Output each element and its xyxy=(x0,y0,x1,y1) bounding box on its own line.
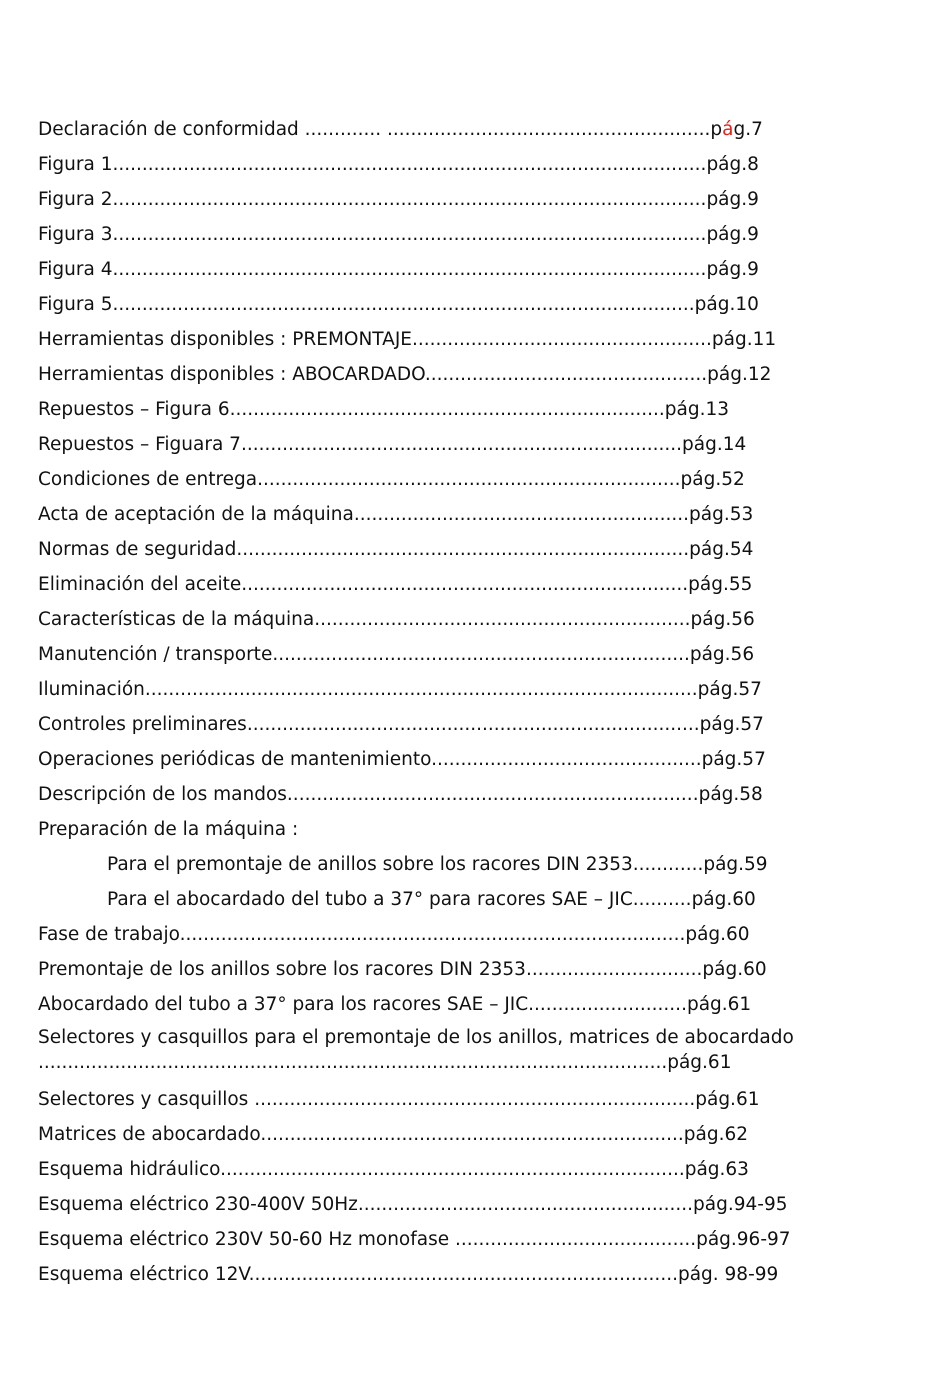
toc-entry: Iluminación..............................................................................................pág.57 xyxy=(38,679,762,700)
toc-entry-dots: ............. ....................................................... xyxy=(304,119,711,140)
toc-entry: Repuestos – Figuara 7...........................................................................pág.14 xyxy=(38,434,747,455)
toc-entry: Esquema hidráulico...............................................................................pág.63 xyxy=(38,1159,749,1180)
toc-sub-entry: Para el premontaje de anillos sobre los racores DIN 2353............pág.59 xyxy=(107,854,768,875)
toc-entry: Esquema eléctrico 230V 50-60 Hz monofase .........................................pág.96-97 xyxy=(38,1229,791,1250)
toc-entry: Descripción de los mandos......................................................................pág.58 xyxy=(38,784,763,805)
toc-entry: Herramientas disponibles : ABOCARDADO................................................pág.12 xyxy=(38,364,772,385)
toc-entry: Operaciones periódicas de mantenimiento..............................................pág.57 xyxy=(38,749,766,770)
toc-entry: Fase de trabajo......................................................................................pág.60 xyxy=(38,924,750,945)
toc-entry: Normas de seguridad.............................................................................pág.54 xyxy=(38,539,754,560)
toc-entry: Características de la máquina................................................................pág.56 xyxy=(38,609,755,630)
toc-entry: Abocardado del tubo a 37° para los racores SAE – JIC...........................pág.61 xyxy=(38,994,752,1015)
table-of-contents xyxy=(38,115,918,1295)
toc-entry: Selectores y casquillos ...........................................................................pág.61 xyxy=(38,1089,760,1110)
toc-sub-entry: Para el abocardado del tubo a 37° para racores SAE – JIC..........pág.60 xyxy=(107,889,756,910)
toc-entry: Figura 2.....................................................................................................pág.9 xyxy=(38,189,759,210)
toc-entry: Acta de aceptación de la máquina.........................................................pág.53 xyxy=(38,504,754,525)
toc-entry: Esquema eléctrico 12V.........................................................................pág. 98-99 xyxy=(38,1264,779,1285)
toc-entry: Figura 5...................................................................................................pág.10 xyxy=(38,294,759,315)
toc-entry-page-p: p xyxy=(710,119,723,140)
toc-entry-selectores xyxy=(38,1025,918,1085)
toc-entry-declaracion xyxy=(38,115,918,150)
toc-entry-page-a-red: á xyxy=(722,119,734,140)
toc-entry-line2: ...........................................................................................................pág.61 xyxy=(38,1052,732,1073)
toc-entry: Esquema eléctrico 230-400V 50Hz.........................................................pág.94-95 xyxy=(38,1194,788,1215)
toc-entry: Herramientas disponibles : PREMONTAJE...................................................pág.11 xyxy=(38,329,777,350)
toc-entry: Controles preliminares.............................................................................pág.57 xyxy=(38,714,764,735)
toc-entry: Figura 4.....................................................................................................pág.9 xyxy=(38,259,759,280)
toc-entry: Eliminación del aceite............................................................................pág.55 xyxy=(38,574,753,595)
toc-entry-page-g: g.7 xyxy=(733,119,763,140)
toc-entry: Condiciones de entrega........................................................................pág.52 xyxy=(38,469,745,490)
toc-entry-line1: Selectores y casquillos para el premontaje de los anillos, matrices de abocardado xyxy=(38,1027,794,1048)
toc-heading-preparacion: Preparación de la máquina : xyxy=(38,819,299,840)
toc-entry: Repuestos – Figura 6..........................................................................pág.13 xyxy=(38,399,730,420)
toc-entry: Matrices de abocardado........................................................................pág.62 xyxy=(38,1124,749,1145)
toc-entry: Figura 1.....................................................................................................pág.8 xyxy=(38,154,759,175)
toc-entry: Figura 3.....................................................................................................pág.9 xyxy=(38,224,759,245)
toc-entry-label: Declaración de conformidad xyxy=(38,119,305,140)
toc-entry: Manutención / transporte.......................................................................pág.56 xyxy=(38,644,755,665)
toc-entry: Premontaje de los anillos sobre los racores DIN 2353..............................pág.60 xyxy=(38,959,767,980)
